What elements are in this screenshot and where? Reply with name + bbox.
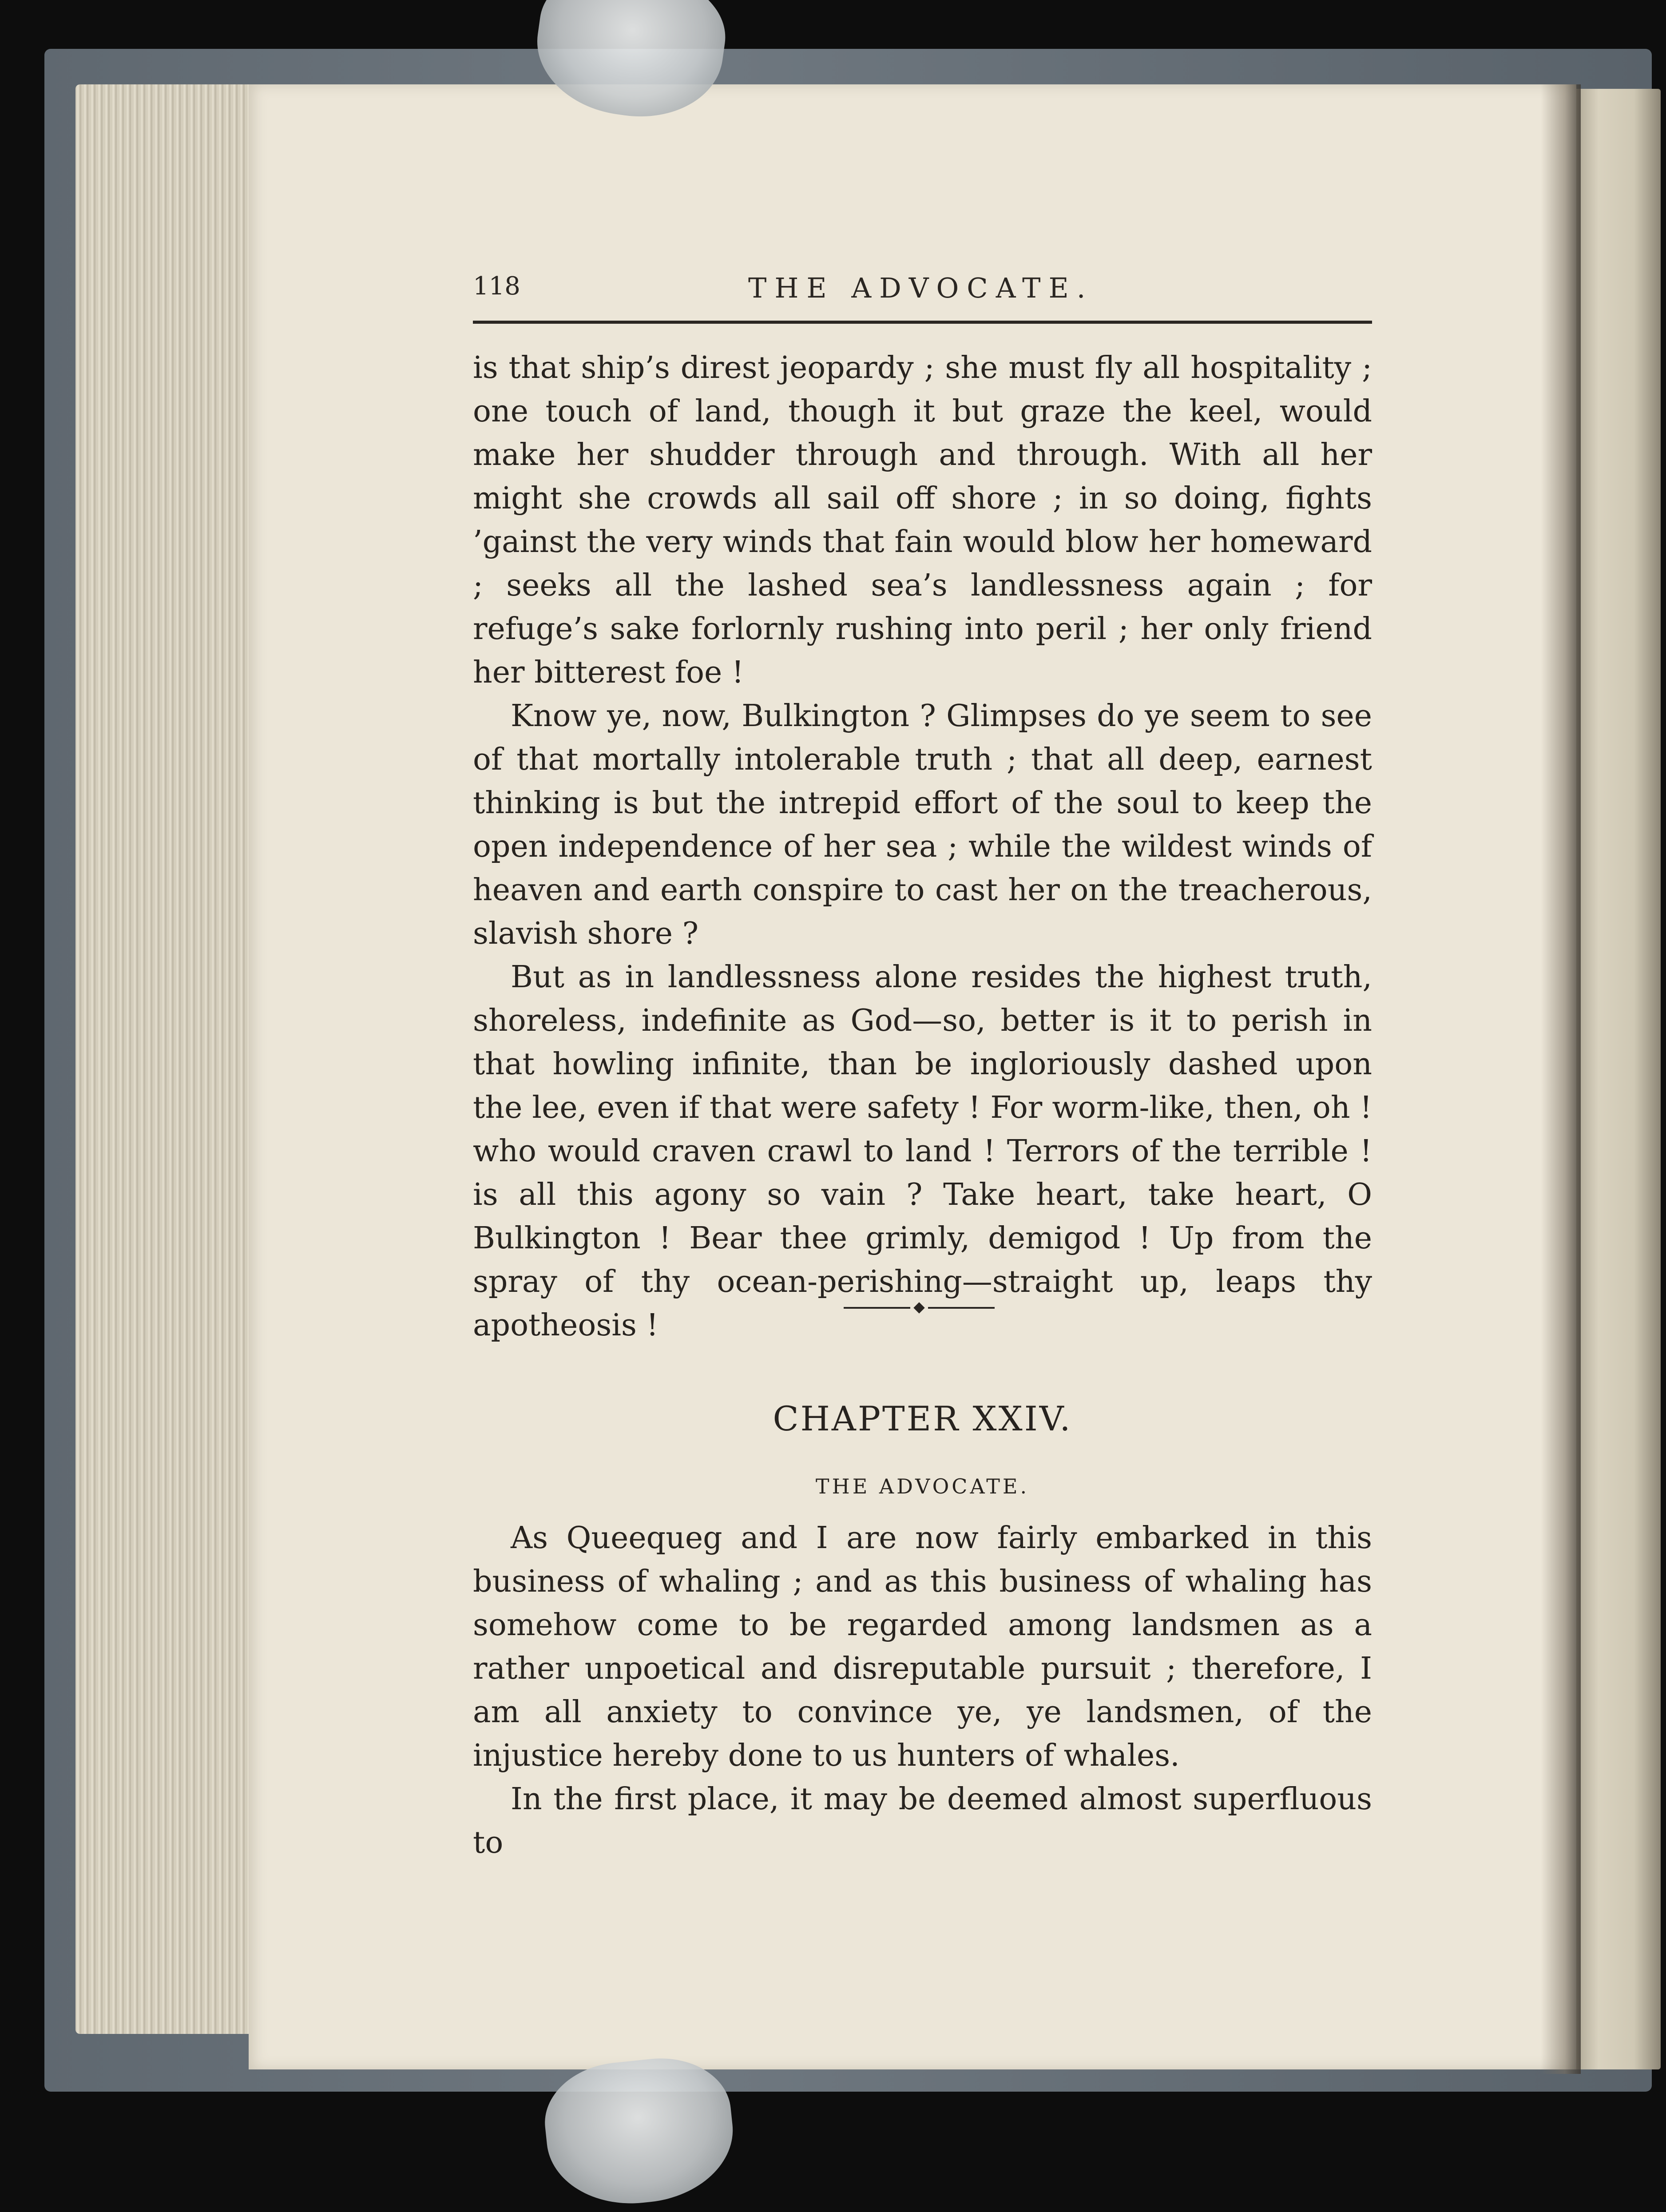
chapter-heading: CHAPTER XXIV. (773, 1399, 1072, 1438)
facing-page-edge (1572, 89, 1661, 2069)
paragraph: In the first place, it may be deemed almost superfluous to (473, 1782, 1372, 1860)
paragraph: is that ship’s direst jeopardy ; she must fly all hospitality ; one touch of land, though it but graze the keel, would make her shudder through and through. With all her might she crowds all sail off shore ; in so doing, fights ’gainst the very winds that fain would blow her homeward ; seeks all the lashed sea’s landlessness again ; for refuge’s sake forlornly rushing into peril ; her only friend her bitterest foe ! (473, 350, 1372, 690)
page-edges (75, 84, 266, 2034)
running-head (473, 272, 1372, 324)
chapter-body-text (473, 1517, 1372, 1865)
page-number: 118 (473, 272, 520, 301)
paragraph: Know ye, now, Bulkington ? Glimpses do ye seem to see of that mortally intolerable truth ; that all deep, earnest thinking is but the intrepid effort of the soul to keep the open independence of her sea ; while the wildest winds of heaven and earth conspire to cast her on the treacherous, slavish shore ? (473, 699, 1372, 951)
paragraph: But as in landlessness alone resides the highest truth, shoreless, indefinite as God—so, better is it to perish in that howling infinite, than be ingloriously dashed upon the lee, even if that were safety ! For worm-like, then, oh ! who would craven crawl to land ! Terrors of the terrible ! is all this agony so vain ? Take heart, take heart, O Bulkington ! Bear thee grimly, demigod ! Up from the spray of thy ocean-perishing—straight up, leaps thy apotheosis ! (473, 960, 1372, 1343)
chapter-subtitle: THE ADVOCATE. (815, 1474, 1030, 1498)
divider-line-right (928, 1307, 995, 1309)
paragraph: As Queequeg and I are now fairly embarked in this business of whaling ; and as this business of whaling has somehow come to be regarded among landsmen as a rather unpoetical and disreputable pursuit ; therefore, I am all anxiety to convince ye, ye landsmen, of the injustice hereby done to us hunters of whales. (473, 1521, 1372, 1773)
divider-line-left (844, 1307, 910, 1309)
running-title: THE ADVOCATE. (748, 272, 1094, 304)
section-divider-ornament (844, 1303, 995, 1312)
divider-diamond (913, 1302, 924, 1313)
book-gutter (1541, 84, 1581, 2074)
body-text (473, 346, 1372, 1347)
